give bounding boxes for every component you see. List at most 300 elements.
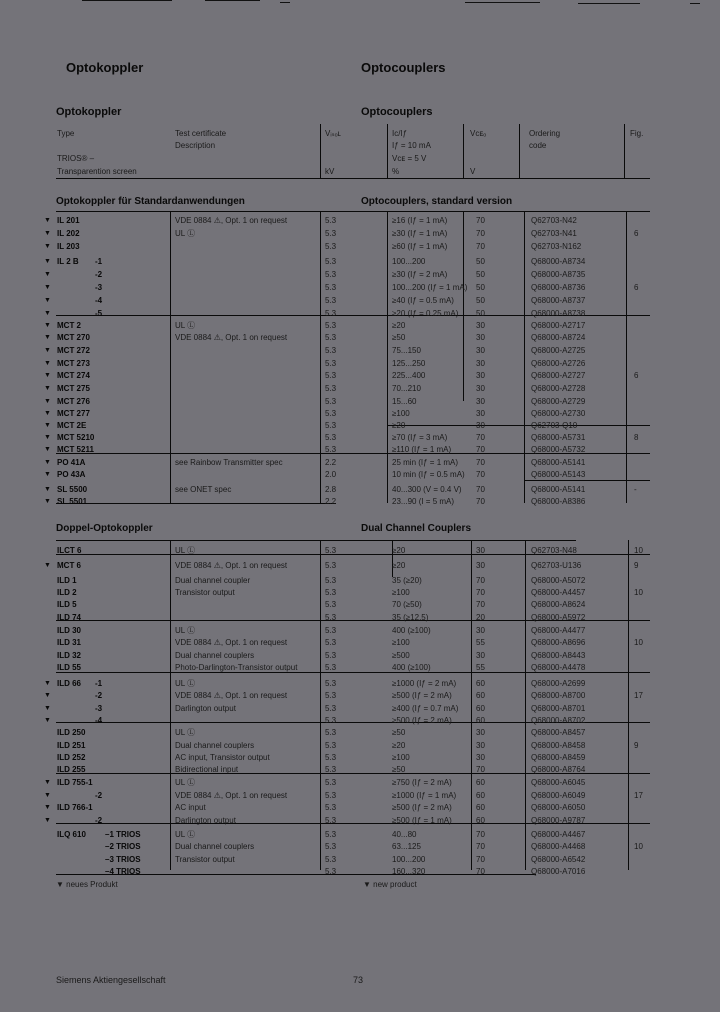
type-suffix-cell: –3 TRIOS (105, 855, 141, 864)
viso-cell: 5.3 (325, 346, 337, 355)
ordering-code-cell: Q68000-A8701 (531, 704, 586, 713)
table-row (0, 575, 720, 587)
ordering-code-cell: Q68000-A6050 (531, 803, 586, 812)
header-viso-unit: kV (325, 167, 335, 176)
ordering-code-cell: Q68000-A2717 (531, 321, 586, 330)
ctr-cell: 75...150 (392, 346, 421, 355)
viso-cell: 5.3 (325, 309, 337, 318)
description-cell: Photo-Darlington-Transistor output (175, 663, 298, 672)
table-row (0, 587, 720, 599)
type-cell: MCT 274 (57, 371, 90, 380)
ordering-code-cell: Q68000-A4467 (531, 830, 586, 839)
vceo-cell: 30 (476, 359, 485, 368)
vceo-cell: 60 (476, 704, 485, 713)
table-row (0, 269, 720, 281)
type-cell: ILD 5 (57, 600, 77, 609)
new-product-marker-icon: ▼ (44, 705, 51, 712)
ordering-code-cell: Q68000-A8700 (531, 691, 586, 700)
new-product-marker-icon: ▼ (44, 258, 51, 265)
header-order2: code (529, 141, 547, 150)
ctr-cell: ≥16 (Iƒ = 1 mA) (392, 216, 448, 225)
type-cell: MCT 276 (57, 397, 90, 406)
viso-cell: 5.3 (325, 803, 337, 812)
ordering-code-cell: Q68000-A4478 (531, 663, 586, 672)
description-cell: Transistor output (175, 855, 235, 864)
table-title-en: Optocouplers (361, 106, 433, 118)
type-cell: ILD 251 (57, 741, 86, 750)
ctr-cell: ≥500 (Iƒ = 2 mA) (392, 803, 452, 812)
vceo-cell: 30 (476, 741, 485, 750)
ctr-cell: 23...90 (I = 5 mA) (392, 497, 455, 506)
ctr-cell: 63...125 (392, 842, 421, 851)
type-suffix-cell: -2 (95, 691, 103, 700)
header-rule (56, 178, 650, 179)
viso-cell: 5.3 (325, 651, 337, 660)
ctr-cell: 40...300 (V = 0.4 V) (392, 485, 462, 494)
description-cell: VDE 0884 ⚠, Opt. 1 on request (175, 691, 288, 700)
table-row (0, 612, 720, 624)
ctr-cell: ≥20 (392, 546, 406, 555)
ctr-cell: 70 (≥50) (392, 600, 422, 609)
ctr-cell: ≥40 (Iƒ = 0.5 mA) (392, 296, 454, 305)
figure-cell: 8 (634, 433, 639, 442)
ctr-cell: 100...200 (392, 257, 426, 266)
description-cell: see ONET spec (175, 485, 232, 494)
header-ctr3: Vᴄᴇ = 5 V (392, 154, 427, 163)
type-cell: ILD 252 (57, 753, 86, 762)
viso-cell: 5.3 (325, 409, 337, 418)
table-row (0, 841, 720, 853)
type-cell: ILD 55 (57, 663, 82, 672)
page-number: 73 (353, 975, 364, 985)
figure-cell: 9 (634, 561, 639, 570)
vceo-cell: 20 (476, 613, 485, 622)
ordering-code-cell: Q68000-A5143 (531, 470, 586, 479)
ctr-cell: ≥20 (392, 561, 406, 570)
viso-cell: 5.3 (325, 830, 337, 839)
type-cell: IL 202 (57, 229, 80, 238)
ordering-code-cell: Q68000-A5072 (531, 576, 586, 585)
type-cell: MCT 5210 (57, 433, 95, 442)
viso-cell: 5.3 (325, 296, 337, 305)
vceo-cell: 30 (476, 626, 485, 635)
type-cell: ILQ 610 (57, 830, 86, 839)
viso-cell: 2.8 (325, 485, 337, 494)
type-cell: MCT 275 (57, 384, 90, 393)
ordering-code-cell: Q68000-A8735 (531, 270, 586, 279)
ordering-code-cell: Q68000-A5141 (531, 458, 586, 467)
ctr-cell: ≥500 (Iƒ = 2 mA) (392, 691, 452, 700)
vceo-cell: 70 (476, 242, 485, 251)
ctr-cell: 25 min (Iƒ = 1 mA) (392, 458, 459, 467)
type-cell: ILD 31 (57, 638, 82, 647)
table-row (0, 241, 720, 253)
ctr-cell: ≥60 (Iƒ = 1 mA) (392, 242, 448, 251)
type-cell: ILD 32 (57, 651, 82, 660)
page-title-en: Optocouplers (361, 60, 446, 75)
type-cell: ILD 755-1 (57, 778, 93, 787)
table-row (0, 815, 720, 827)
ctr-cell: ≥100 (392, 753, 410, 762)
table-row (0, 662, 720, 674)
vceo-cell: 50 (476, 296, 485, 305)
viso-cell: 2.0 (325, 470, 337, 479)
ctr-cell: ≥20 (392, 421, 406, 430)
table-row (0, 829, 720, 841)
vceo-cell: 70 (476, 576, 485, 585)
vceo-cell: 30 (476, 421, 485, 430)
viso-cell: 2.2 (325, 458, 337, 467)
vceo-cell: 50 (476, 283, 485, 292)
type-cell: ILD 766-1 (57, 803, 93, 812)
ordering-code-cell: Q68000-A5972 (531, 613, 586, 622)
vceo-cell: 70 (476, 216, 485, 225)
ctr-cell: 70...210 (392, 384, 421, 393)
ctr-cell: 400 (≥100) (392, 663, 431, 672)
new-product-marker-icon: ▼ (44, 692, 51, 699)
description-cell: UL Ⓛ (175, 546, 196, 555)
viso-cell: 5.3 (325, 321, 337, 330)
header-vceo-unit: V (470, 167, 476, 176)
ctr-cell: 10 min (Iƒ = 0.5 mA) (392, 470, 465, 479)
description-cell: see Rainbow Transmitter spec (175, 458, 283, 467)
ordering-code-cell: Q62703-Q10 (531, 421, 578, 430)
type-suffix-cell: -3 (95, 283, 103, 292)
ordering-code-cell: Q62703-N48 (531, 546, 577, 555)
vceo-cell: 70 (476, 600, 485, 609)
table-row (0, 215, 720, 227)
new-product-marker-icon: ▼ (44, 217, 51, 224)
description-cell: VDE 0884 ⚠, Opt. 1 on request (175, 561, 288, 570)
description-cell: Darlington output (175, 816, 236, 825)
header-order1: Ordering (529, 129, 561, 138)
vceo-cell: 55 (476, 638, 485, 647)
vceo-cell: 60 (476, 803, 485, 812)
ordering-code-cell: Q68000-A9787 (531, 816, 586, 825)
vceo-cell: 70 (476, 433, 485, 442)
ordering-code-cell: Q68000-A6542 (531, 855, 586, 864)
type-cell: ILD 74 (57, 613, 82, 622)
type-cell: ILD 1 (57, 576, 77, 585)
vceo-cell: 60 (476, 778, 485, 787)
ordering-code-cell: Q68000-A8734 (531, 257, 586, 266)
table-row (0, 457, 720, 469)
new-product-marker-icon: ▼ (44, 486, 51, 493)
type-suffix-cell: -2 (95, 791, 103, 800)
ctr-cell: ≥1000 (Iƒ = 1 mA) (392, 791, 457, 800)
type-cell: ILD 2 (57, 588, 77, 597)
table-row (0, 396, 720, 408)
vceo-cell: 50 (476, 309, 485, 318)
viso-cell: 5.3 (325, 359, 337, 368)
description-cell: Dual channel couplers (175, 651, 255, 660)
new-product-marker-icon: ▼ (44, 297, 51, 304)
ctr-cell: 160...320 (392, 867, 426, 876)
viso-cell: 5.3 (325, 791, 337, 800)
vceo-cell: 70 (476, 445, 485, 454)
header-desc2: Description (175, 141, 216, 150)
vceo-cell: 30 (476, 753, 485, 762)
table-row (0, 444, 720, 456)
ctr-cell: ≥500 (Iƒ = 2 mA) (392, 716, 452, 725)
type-cell: MCT 277 (57, 409, 90, 418)
type-cell: MCT 272 (57, 346, 90, 355)
table-row (0, 545, 720, 557)
viso-cell: 5.3 (325, 588, 337, 597)
description-cell: UL Ⓛ (175, 321, 196, 330)
ordering-code-cell: Q68000-A8737 (531, 296, 586, 305)
new-product-marker-icon: ▼ (44, 446, 51, 453)
type-suffix-cell: -1 (95, 257, 103, 266)
ctr-cell: 125...250 (392, 359, 426, 368)
vceo-cell: 30 (476, 397, 485, 406)
table-row (0, 715, 720, 727)
new-product-marker-icon: ▼ (44, 385, 51, 392)
vceo-cell: 70 (476, 830, 485, 839)
table-row (0, 408, 720, 420)
vceo-cell: 30 (476, 371, 485, 380)
header-fig: Fig. (630, 129, 644, 138)
type-suffix-cell: -4 (95, 716, 103, 725)
viso-cell: 5.3 (325, 397, 337, 406)
viso-cell: 5.3 (325, 216, 337, 225)
viso-cell: 5.3 (325, 728, 337, 737)
vceo-cell: 30 (476, 561, 485, 570)
viso-cell: 5.3 (325, 691, 337, 700)
description-cell: Dual channel couplers (175, 741, 255, 750)
table-row (0, 496, 720, 508)
viso-cell: 5.3 (325, 561, 337, 570)
ctr-cell: 225...400 (392, 371, 426, 380)
vceo-cell: 70 (476, 867, 485, 876)
vceo-cell: 70 (476, 497, 485, 506)
ordering-code-cell: Q68000-A8736 (531, 283, 586, 292)
viso-cell: 5.3 (325, 576, 337, 585)
ordering-code-cell: Q68000-A2699 (531, 679, 586, 688)
table-row (0, 370, 720, 382)
table-row (0, 802, 720, 814)
new-product-marker-icon: ▼ (44, 817, 51, 824)
viso-cell: 5.3 (325, 679, 337, 688)
header-vceo: Vᴄᴇₒ (470, 129, 487, 138)
ctr-cell: ≥50 (392, 728, 406, 737)
table-row (0, 282, 720, 294)
table-row (0, 345, 720, 357)
vceo-cell: 30 (476, 728, 485, 737)
type-cell: PO 41A (57, 458, 86, 467)
viso-cell: 5.3 (325, 704, 337, 713)
ordering-code-cell: Q68000-A8624 (531, 600, 586, 609)
type-cell: MCT 273 (57, 359, 90, 368)
type-cell: ILD 250 (57, 728, 86, 737)
table-row (0, 764, 720, 776)
vceo-cell: 30 (476, 384, 485, 393)
description-cell: VDE 0884 ⚠, Opt. 1 on request (175, 791, 288, 800)
viso-cell: 5.3 (325, 716, 337, 725)
viso-cell: 2.2 (325, 497, 337, 506)
vceo-cell: 70 (476, 842, 485, 851)
new-product-marker-icon: ▼ (44, 680, 51, 687)
ctr-cell: 40...80 (392, 830, 417, 839)
ctr-cell: ≥50 (392, 333, 406, 342)
section-dual-de: Doppel-Optokoppler (56, 523, 153, 534)
description-cell: UL Ⓛ (175, 679, 196, 688)
figure-cell: 17 (634, 791, 643, 800)
new-product-marker-icon: ▼ (44, 310, 51, 317)
section-standard-de: Optokoppler für Standardanwendungen (56, 196, 245, 207)
ctr-cell: ≥500 (392, 651, 410, 660)
viso-cell: 5.3 (325, 613, 337, 622)
figure-cell: 9 (634, 741, 639, 750)
table-row (0, 703, 720, 715)
ctr-cell: 15...60 (392, 397, 417, 406)
description-cell: Transistor output (175, 588, 235, 597)
viso-cell: 5.3 (325, 270, 337, 279)
viso-cell: 5.3 (325, 384, 337, 393)
figure-cell: 10 (634, 588, 643, 597)
table-row (0, 469, 720, 481)
header-ctr2: Iƒ = 10 mA (392, 141, 431, 150)
ordering-code-cell: Q68000-A8738 (531, 309, 586, 318)
table-row (0, 332, 720, 344)
ctr-cell: ≥500 (Iƒ = 1 mA) (392, 816, 452, 825)
viso-cell: 5.3 (325, 242, 337, 251)
table-row (0, 295, 720, 307)
vceo-cell: 30 (476, 546, 485, 555)
type-suffix-cell: -2 (95, 270, 103, 279)
description-cell: UL Ⓛ (175, 728, 196, 737)
footnote-new-de: ▼ neues Produkt (56, 880, 118, 889)
table-row (0, 320, 720, 332)
ordering-code-cell: Q68000-A4457 (531, 588, 586, 597)
vceo-cell: 30 (476, 346, 485, 355)
table-row (0, 790, 720, 802)
type-cell: MCT 2 (57, 321, 81, 330)
viso-cell: 5.3 (325, 842, 337, 851)
new-product-marker-icon: ▼ (44, 562, 51, 569)
new-product-marker-icon: ▼ (44, 804, 51, 811)
ordering-code-cell: Q62703-N162 (531, 242, 582, 251)
description-cell: UL Ⓛ (175, 626, 196, 635)
viso-cell: 5.3 (325, 778, 337, 787)
table-row (0, 420, 720, 432)
viso-cell: 5.3 (325, 546, 337, 555)
header-type-sub2: Transparention screen (57, 167, 137, 176)
section-dual-en: Dual Channel Couplers (361, 523, 472, 534)
ctr-cell: 400 (≥100) (392, 626, 431, 635)
type-suffix-cell: -3 (95, 704, 103, 713)
ordering-code-cell: Q68000-A8457 (531, 728, 586, 737)
type-cell: SL 5500 (57, 485, 88, 494)
ordering-code-cell: Q68000-A8443 (531, 651, 586, 660)
description-cell: AC input (175, 803, 206, 812)
ctr-cell: ≥1000 (Iƒ = 2 mA) (392, 679, 457, 688)
ctr-cell: ≥50 (392, 765, 406, 774)
header-viso: Vᵢₛₒʟ (325, 129, 341, 138)
viso-cell: 5.3 (325, 855, 337, 864)
ctr-cell: ≥30 (Iƒ = 2 mA) (392, 270, 448, 279)
table-row (0, 650, 720, 662)
ordering-code-cell: Q68000-A8764 (531, 765, 586, 774)
new-product-marker-icon: ▼ (44, 434, 51, 441)
new-product-marker-icon: ▼ (44, 410, 51, 417)
table-row (0, 256, 720, 268)
viso-cell: 5.3 (325, 765, 337, 774)
description-cell: UL Ⓛ (175, 830, 196, 839)
ordering-code-cell: Q68000-A5141 (531, 485, 586, 494)
ctr-cell: 100...200 (Iƒ = 1 mA) (392, 283, 468, 292)
type-cell: IL 201 (57, 216, 80, 225)
ctr-cell: ≥70 (Iƒ = 3 mA) (392, 433, 448, 442)
ordering-code-cell: Q62703-N42 (531, 216, 577, 225)
table-row (0, 866, 720, 878)
type-cell: SL 5501 (57, 497, 88, 506)
ctr-cell: ≥20 (392, 741, 406, 750)
viso-cell: 5.3 (325, 626, 337, 635)
vceo-cell: 70 (476, 229, 485, 238)
type-suffix-cell: –4 TRIOS (105, 867, 141, 876)
header-type-sub1: TRIOS® – (57, 154, 95, 163)
ordering-code-cell: Q68000-A4468 (531, 842, 586, 851)
ctr-cell: ≥20 (Iƒ = 0.25 mA) (392, 309, 459, 318)
type-cell: MCT 5211 (57, 445, 94, 454)
vceo-cell: 30 (476, 409, 485, 418)
new-product-marker-icon: ▼ (44, 271, 51, 278)
ordering-code-cell: Q68000-A8696 (531, 638, 586, 647)
description-cell: UL Ⓛ (175, 778, 196, 787)
ordering-code-cell: Q68000-A4477 (531, 626, 586, 635)
type-cell: ILD 30 (57, 626, 82, 635)
table-row (0, 727, 720, 739)
ordering-code-cell: Q68000-A5731 (531, 433, 586, 442)
ctr-cell: ≥750 (Iƒ = 2 mA) (392, 778, 452, 787)
vceo-cell: 60 (476, 816, 485, 825)
ordering-code-cell: Q68000-A2728 (531, 384, 586, 393)
table-row (0, 625, 720, 637)
type-cell: MCT 6 (57, 561, 81, 570)
figure-cell: 17 (634, 691, 643, 700)
table-row (0, 432, 720, 444)
viso-cell: 5.3 (325, 257, 337, 266)
table-row (0, 752, 720, 764)
new-product-marker-icon: ▼ (44, 471, 51, 478)
vceo-cell: 50 (476, 257, 485, 266)
new-product-marker-icon: ▼ (44, 779, 51, 786)
new-product-marker-icon: ▼ (44, 284, 51, 291)
type-cell: MCT 270 (57, 333, 90, 342)
viso-cell: 5.3 (325, 600, 337, 609)
viso-cell: 5.3 (325, 663, 337, 672)
table-row (0, 740, 720, 752)
figure-cell: 6 (634, 229, 639, 238)
vceo-cell: 60 (476, 679, 485, 688)
viso-cell: 5.3 (325, 638, 337, 647)
ordering-code-cell: Q68000-A2729 (531, 397, 586, 406)
new-product-marker-icon: ▼ (44, 334, 51, 341)
viso-cell: 5.3 (325, 867, 337, 876)
table-row (0, 560, 720, 572)
vceo-cell: 55 (476, 663, 485, 672)
ctr-cell: ≥100 (392, 588, 410, 597)
description-cell: Dual channel couplers (175, 842, 255, 851)
viso-cell: 5.3 (325, 333, 337, 342)
vceo-cell: 70 (476, 458, 485, 467)
top-scan-marks (0, 0, 720, 4)
vceo-cell: 70 (476, 470, 485, 479)
ctr-cell: ≥110 (Iƒ = 1 mA) (392, 445, 452, 454)
viso-cell: 5.3 (325, 741, 337, 750)
vceo-cell: 50 (476, 270, 485, 279)
